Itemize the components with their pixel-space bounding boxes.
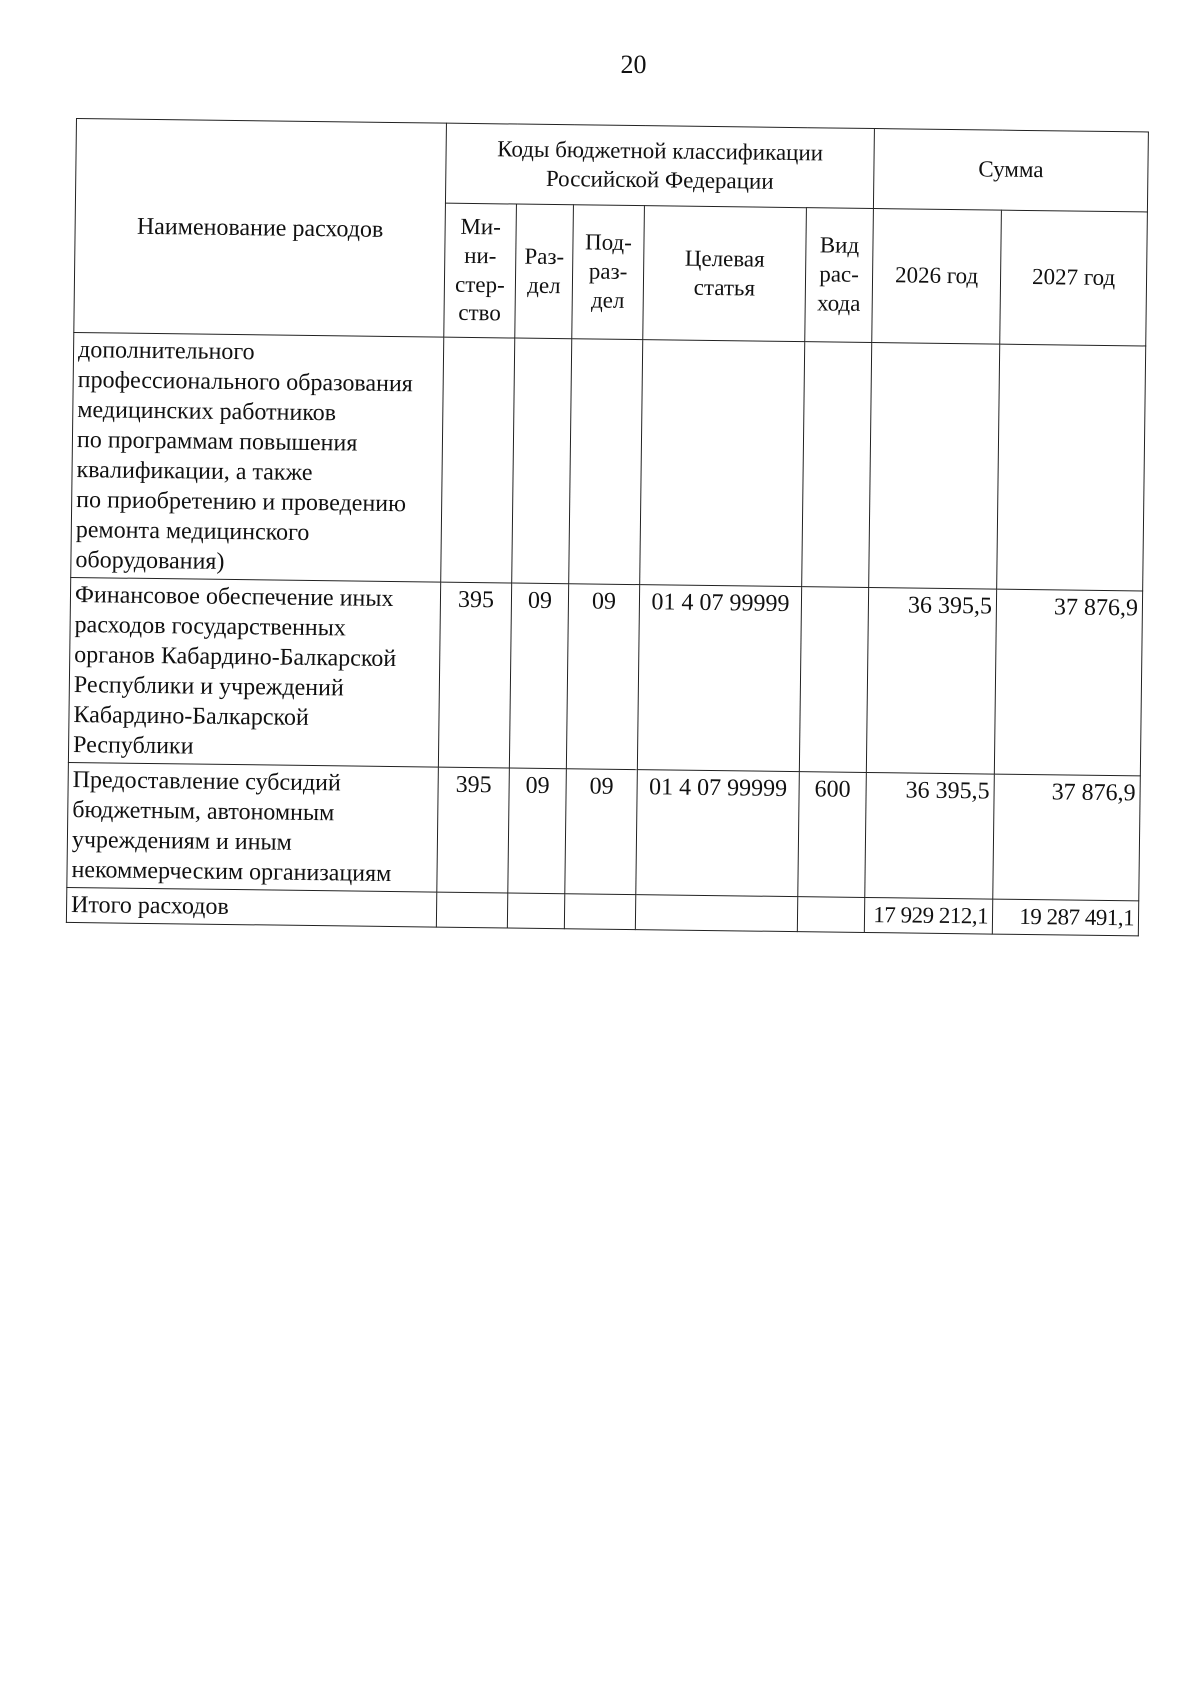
row-target-article	[640, 340, 805, 587]
table-row	[71, 332, 1146, 590]
row-subsection	[569, 339, 643, 585]
row-subsection: 09	[566, 584, 639, 770]
header-budget-codes: Коды бюджетной классификации Российской Федерации	[445, 123, 874, 208]
header-subsection: Под- раз- дел	[572, 205, 645, 340]
row-name: Финансовое обеспечение иных расходов государственных органов Кабардино-Балкарской Республики и учреждений Кабардино-Балкарской Республики	[68, 577, 440, 767]
total-label: Итого расходов	[66, 887, 436, 927]
row-ministry: 395	[437, 767, 510, 893]
budget-table-container	[66, 118, 1148, 936]
header-sum: Сумма	[873, 129, 1148, 212]
row-sum-2026: 36 395,5	[865, 772, 995, 899]
row-ministry	[441, 337, 515, 583]
page-number: 20	[620, 50, 647, 79]
header-year-2027: 2027 год	[1000, 210, 1148, 346]
total-subsection	[564, 894, 635, 930]
header-expense-name: Наименование расходов	[74, 119, 447, 338]
row-sum-2027: 37 876,9	[994, 589, 1142, 776]
total-section	[507, 893, 564, 929]
row-sum-2027: 37 876,9	[993, 774, 1141, 901]
header-ministry: Ми- ни- стер- ство	[444, 203, 517, 338]
row-expense-type	[802, 342, 872, 588]
total-target-article	[635, 895, 797, 932]
row-ministry: 395	[438, 582, 511, 768]
total-ministry	[436, 892, 507, 928]
row-target-article: 01 4 07 99999	[637, 585, 801, 772]
row-subsection: 09	[565, 769, 638, 895]
row-target-article: 01 4 07 99999	[636, 770, 800, 897]
row-sum-2026: 36 395,5	[866, 587, 996, 774]
budget-expenses-table	[66, 118, 1149, 936]
row-expense-type	[799, 587, 868, 773]
header-year-2026: 2026 год	[872, 209, 1002, 345]
row-section	[512, 338, 572, 584]
row-section: 09	[508, 768, 567, 894]
total-sum-2026: 17 929 212,1	[864, 897, 992, 934]
header-target-article: Целевая статья	[643, 206, 807, 342]
total-expense-type	[797, 897, 864, 933]
row-expense-type: 600	[798, 772, 867, 898]
row-name: Предоставление субсидий бюджетным, автономным учреждениям и иным некоммерческим организациям	[67, 762, 439, 892]
row-name: дополнительного профессионального образования медицинских работников по программам повышения квалификации, а также по приобретению и проведению ремонта медицинского оборудования)	[71, 332, 444, 582]
header-expense-type: Вид рас- хода	[805, 208, 874, 343]
header-section: Раз- дел	[515, 204, 574, 339]
row-sum-2026	[869, 343, 1000, 590]
table-row	[67, 762, 1141, 900]
table-row	[68, 577, 1142, 775]
row-section: 09	[509, 583, 568, 769]
total-sum-2027: 19 287 491,1	[992, 899, 1138, 936]
row-sum-2027	[997, 344, 1146, 591]
